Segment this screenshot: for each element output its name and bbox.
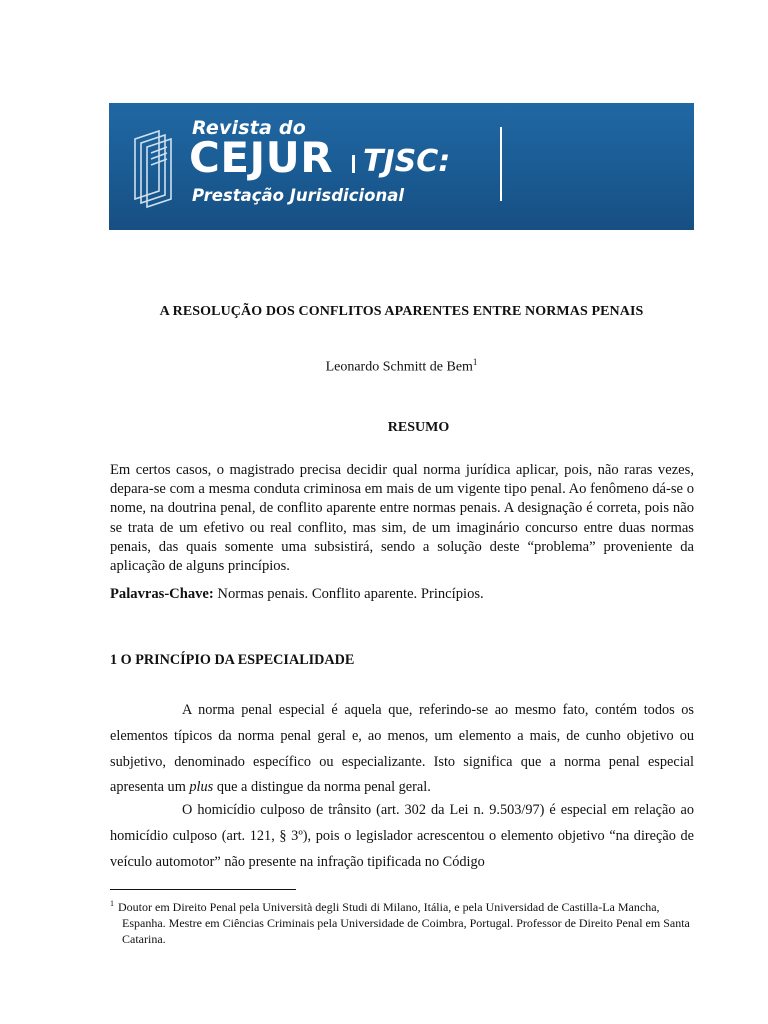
body-paragraph-2: O homicídio culposo de trânsito (art. 302 da Lei n. 9.503/97) é especial em relação ao homicídio culposo (art. 121, § 3º), pois o legislador acrescentou o elemento objetivo “na direção de veículo automotor” não presente na infração tipificada no Código (110, 802, 694, 870)
banner-separator (352, 155, 355, 173)
para1-text-b: que a distingue da norma penal geral. (213, 779, 431, 796)
banner-cejur: CEJUR (189, 133, 334, 182)
footnote-mark: 1 (110, 899, 114, 908)
banner-vertical-rule (500, 127, 502, 201)
banner-line-revista: Revista do (192, 117, 306, 139)
body-paragraph-1 (110, 698, 694, 801)
banner-tjsc: TJSC: (363, 144, 451, 179)
author-footnote-mark: 1 (472, 357, 478, 367)
banner-subtitle: Prestação Jurisdicional (192, 186, 405, 205)
author-name: Leonardo Schmitt de Bem (325, 359, 473, 375)
keywords (110, 586, 694, 603)
footnote-divider (110, 889, 296, 890)
journal-banner (109, 103, 694, 230)
article-title: A RESOLUÇÃO DOS CONFLITOS APARENTES ENTRE NORMAS PENAIS (159, 304, 644, 319)
abstract-heading: RESUMO (387, 420, 450, 435)
keywords-text: Normas penais. Conflito aparente. Princípios. (213, 586, 484, 602)
para1-text-a: A norma penal especial é aquela que, referindo-se ao mesmo fato, contém todos os elementos típicos da norma penal geral e, ao menos, um elemento a mais, de cunho objetivo ou subjetivo, denominado específico ou especializante. Isto significa que a norma penal especial apresenta um (110, 702, 694, 796)
footnote-text: Doutor em Direito Penal pela Università degli Studi di Milano, Itália, e pela Universidad de Castilla-La Mancha, Espanha. Mestre em Ciências Criminais pela Universidade de Coimbra, Portugal. Professor de Direito Penal em Santa Catarina. (118, 900, 690, 946)
para1-italic-plus: plus (189, 779, 214, 796)
section-heading: 1 O PRINCÍPIO DA ESPECIALIDADE (110, 652, 355, 668)
book-icon (129, 129, 179, 209)
abstract-text: Em certos casos, o magistrado precisa decidir qual norma jurídica aplicar, pois, não raras vezes, depara-se com a mesma conduta criminosa em mais de um vigente tipo penal. Ao fenômeno dá-se o nome, na doutrina penal, de conflito aparente entre normas penais. A designação é correta, pois não se trata de um efetivo ou real conflito, mas sim, de um imaginário concurso entre duas normas penais, das quais somente uma subsistirá, sendo a solução deste “problema” proveniente da aplicação de alguns princípios. (110, 462, 694, 575)
author-line (0, 357, 768, 376)
keywords-label: Palavras-Chave: (110, 586, 214, 602)
footnote (110, 896, 694, 947)
